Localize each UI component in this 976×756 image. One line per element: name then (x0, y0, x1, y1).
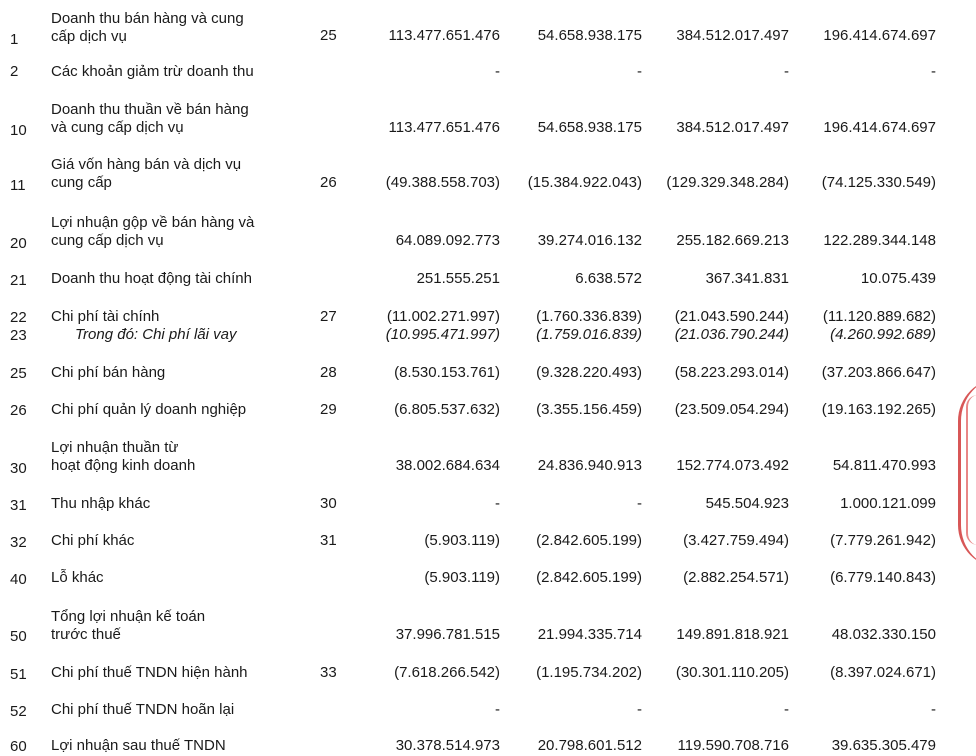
row-note: 26 (320, 174, 337, 191)
value-cell: (1.759.016.839) (536, 326, 642, 343)
value-cell: (3.427.759.494) (683, 532, 789, 549)
row-label: và cung cấp dịch vụ (51, 119, 184, 136)
value-cell: (74.125.330.549) (821, 174, 936, 191)
value-cell: (2.882.254.571) (683, 569, 789, 586)
row-code: 25 (10, 365, 27, 382)
value-cell: 196.414.674.697 (823, 119, 936, 136)
value-cell: (15.384.922.043) (527, 174, 642, 191)
value-cell: 10.075.439 (860, 270, 936, 287)
value-cell: 196.414.674.697 (823, 27, 936, 44)
value-cell: 48.032.330.150 (831, 626, 936, 643)
row-code: 20 (10, 235, 27, 252)
value-cell: (19.163.192.265) (821, 401, 936, 418)
value-cell: - (495, 495, 500, 512)
value-cell: 21.994.335.714 (537, 626, 642, 643)
row-code: 2 (10, 63, 19, 80)
row-note: 27 (320, 308, 337, 325)
value-cell: (21.043.590.244) (674, 308, 789, 325)
row-code: 50 (10, 628, 27, 645)
row-label: Chi phí bán hàng (51, 364, 166, 381)
value-cell: (4.260.992.689) (830, 326, 936, 343)
row-label: Doanh thu thuần về bán hàng (51, 101, 249, 118)
value-cell: 152.774.073.492 (676, 457, 789, 474)
row-label: cấp dịch vụ (51, 28, 127, 45)
value-cell: (6.805.537.632) (394, 401, 500, 418)
row-code: 32 (10, 534, 27, 551)
row-label: Doanh thu hoạt động tài chính (51, 270, 252, 287)
row-code: 23 (10, 327, 27, 344)
row-code: 52 (10, 703, 27, 720)
row-note: 25 (320, 27, 337, 44)
value-cell: 1.000.121.099 (840, 495, 936, 512)
value-cell: 24.836.940.913 (537, 457, 642, 474)
row-note: 30 (320, 495, 337, 512)
value-cell: (2.842.605.199) (536, 569, 642, 586)
value-cell: (5.903.119) (424, 569, 500, 586)
row-label: Trong đó: Chi phí lãi vay (75, 326, 237, 343)
value-cell: - (784, 63, 789, 80)
value-cell: - (637, 63, 642, 80)
row-label: hoạt động kinh doanh (51, 457, 196, 474)
row-label: Giá vốn hàng bán và dịch vụ (51, 156, 242, 173)
row-label: Chi phí khác (51, 532, 135, 549)
value-cell: 54.658.938.175 (537, 27, 642, 44)
value-cell: (21.036.790.244) (674, 326, 789, 343)
value-cell: 367.341.831 (705, 270, 789, 287)
value-cell: 113.477.651.476 (388, 27, 500, 44)
value-cell: (8.530.153.761) (394, 364, 500, 381)
value-cell: 30.378.514.973 (395, 737, 500, 754)
row-label: Lỗ khác (51, 569, 104, 586)
value-cell: (37.203.866.647) (821, 364, 936, 381)
value-cell: - (495, 701, 500, 718)
row-code: 30 (10, 460, 27, 477)
value-cell: (58.223.293.014) (674, 364, 789, 381)
row-code: 60 (10, 738, 27, 755)
value-cell: - (495, 63, 500, 80)
value-cell: 39.274.016.132 (537, 232, 642, 249)
row-label: Lợi nhuận thuần từ (51, 439, 179, 456)
value-cell: (1.760.336.839) (536, 308, 642, 325)
row-label: Doanh thu bán hàng và cung (51, 10, 244, 27)
value-cell: 384.512.017.497 (676, 119, 789, 136)
value-cell: 64.089.092.773 (395, 232, 500, 249)
value-cell: - (637, 701, 642, 718)
row-label: Thu nhập khác (51, 495, 151, 512)
value-cell: (7.618.266.542) (394, 664, 500, 681)
value-cell: - (637, 495, 642, 512)
row-label: Lợi nhuận gộp về bán hàng và (51, 214, 255, 231)
row-label: Chi phí tài chính (51, 308, 160, 325)
row-label: trước thuế (51, 626, 121, 643)
value-cell: (11.002.271.997) (386, 308, 500, 325)
row-label: Tổng lợi nhuận kế toán (51, 608, 206, 625)
seal-stamp-inner-ring (966, 395, 976, 545)
value-cell: 122.289.344.148 (823, 232, 936, 249)
value-cell: (30.301.110.205) (675, 664, 789, 681)
row-code: 11 (10, 177, 26, 194)
value-cell: (10.995.471.997) (385, 326, 500, 343)
value-cell: 113.477.651.476 (388, 119, 500, 136)
value-cell: 39.635.305.479 (831, 737, 936, 754)
value-cell: (49.388.558.703) (385, 174, 500, 191)
value-cell: 54.811.470.993 (832, 457, 936, 474)
row-code: 10 (10, 122, 27, 139)
value-cell: 255.182.669.213 (676, 232, 789, 249)
value-cell: (8.397.024.671) (830, 664, 936, 681)
row-note: 33 (320, 664, 337, 681)
row-code: 22 (10, 309, 27, 326)
value-cell: (2.842.605.199) (536, 532, 642, 549)
value-cell: 38.002.684.634 (395, 457, 500, 474)
value-cell: 119.590.708.716 (677, 737, 789, 754)
value-cell: 54.658.938.175 (537, 119, 642, 136)
value-cell: 149.891.818.921 (676, 626, 789, 643)
row-label: Lợi nhuận sau thuế TNDN (51, 737, 226, 754)
value-cell: (23.509.054.294) (674, 401, 789, 418)
value-cell: 20.798.601.512 (537, 737, 642, 754)
row-label: cung cấp (51, 174, 112, 191)
value-cell: (11.120.889.682) (822, 308, 936, 325)
row-code: 40 (10, 571, 27, 588)
row-code: 26 (10, 402, 27, 419)
value-cell: - (931, 63, 936, 80)
row-note: 28 (320, 364, 337, 381)
row-label: Các khoản giảm trừ doanh thu (51, 63, 254, 80)
row-label: Chi phí quản lý doanh nghiệp (51, 401, 247, 418)
value-cell: (5.903.119) (424, 532, 500, 549)
row-label: cung cấp dịch vụ (51, 232, 164, 249)
value-cell: 251.555.251 (416, 270, 500, 287)
value-cell: (6.779.140.843) (830, 569, 936, 586)
value-cell: 37.996.781.515 (395, 626, 500, 643)
row-code: 21 (10, 272, 27, 289)
row-label: Chi phí thuế TNDN hoãn lại (51, 701, 235, 718)
value-cell: 545.504.923 (705, 495, 789, 512)
row-note: 29 (320, 401, 337, 418)
row-note: 31 (320, 532, 337, 549)
value-cell: - (931, 701, 936, 718)
value-cell: (1.195.734.202) (536, 664, 642, 681)
row-code: 1 (10, 31, 19, 48)
value-cell: (7.779.261.942) (830, 532, 936, 549)
row-code: 51 (10, 666, 27, 683)
value-cell: - (784, 701, 789, 718)
value-cell: (3.355.156.459) (536, 401, 642, 418)
row-label: Chi phí thuế TNDN hiện hành (51, 664, 248, 681)
value-cell: (9.328.220.493) (536, 364, 642, 381)
value-cell: (129.329.348.284) (666, 174, 789, 191)
row-code: 31 (10, 497, 27, 514)
value-cell: 384.512.017.497 (676, 27, 789, 44)
value-cell: 6.638.572 (575, 270, 642, 287)
